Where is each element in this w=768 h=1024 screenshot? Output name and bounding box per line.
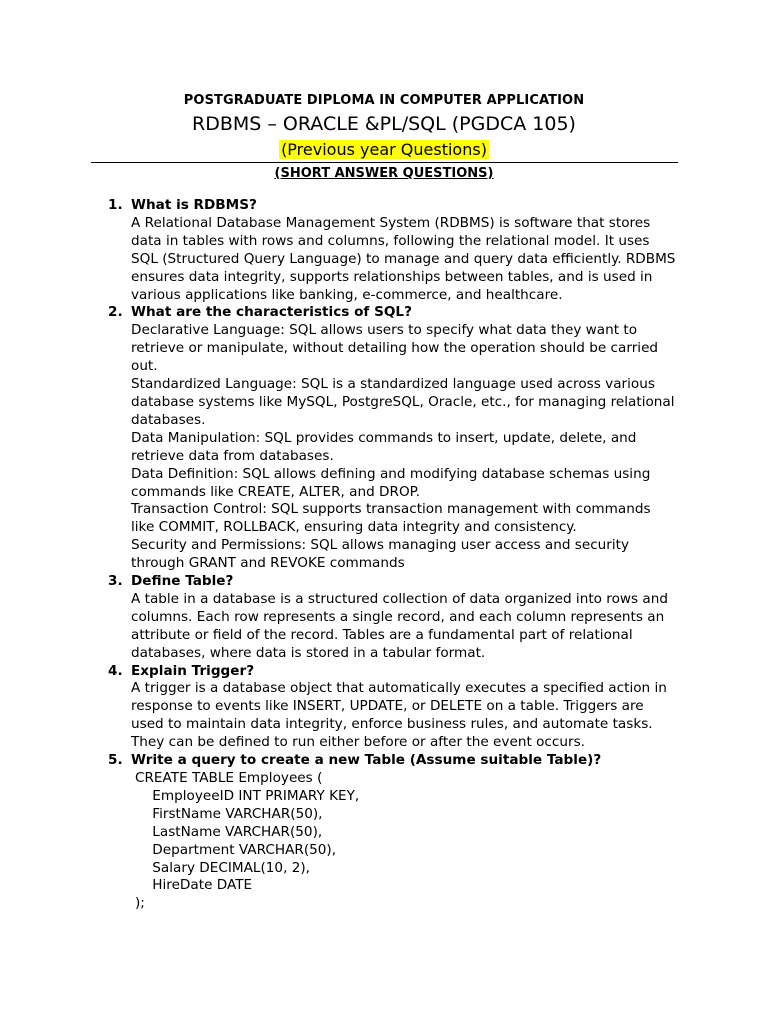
answer-text: Data Definition: SQL allows defining and modifying database schemas using commands like CREATE, ALTER, and DROP. [131, 465, 651, 500]
question-item [0, 304, 768, 573]
answer-text: Standardized Language: SQL is a standardized language used across various database systems like MySQL, PostgreSQL, Oracle, etc., for managing relational databases. [131, 376, 675, 428]
code-line: HireDate DATE [135, 877, 253, 894]
question-number: 3. [108, 573, 123, 590]
program-name: POSTGRADUATE DIPLOMA IN COMPUTER APPLICATION [183, 93, 585, 108]
highlighted-tag: (Previous year Questions) [281, 140, 487, 159]
code-line: Department VARCHAR(50), [135, 841, 337, 858]
document-header [0, 92, 768, 162]
answer-text: A Relational Database Management System (RDBMS) is software that stores data in tables with rows and columns, following the relational model. It uses SQL (Structured Query Language) to manage and query data efficiently. RDBMS ensures data integrity, supports relationships between tables, and is used in various applications like banking, e-commerce, and healthcare. [131, 214, 676, 303]
question-number: 5. [108, 752, 123, 769]
answer-text: Data Manipulation: SQL provides commands to insert, update, delete, and retrieve data from databases. [131, 429, 637, 464]
code-line: LastName VARCHAR(50), [135, 823, 323, 840]
section-heading: (SHORT ANSWER QUESTIONS) [274, 166, 494, 181]
sql-code-block [131, 770, 678, 913]
header-divider [91, 162, 678, 163]
question-item [0, 752, 768, 913]
code-line: EmployeeID INT PRIMARY KEY, [135, 787, 360, 804]
question-text: Write a query to create a new Table (Assume suitable Table)? [131, 752, 602, 769]
answer-text: Transaction Control: SQL supports transaction management with commands like COMMIT, ROLLBACK, ensuring data integrity and consistency. [131, 501, 651, 536]
code-line: FirstName VARCHAR(50), [135, 805, 323, 822]
question-text: What is RDBMS? [131, 197, 257, 213]
question-text: Define Table? [131, 573, 234, 590]
answer-text: A trigger is a database object that automatically executes a specified action in response to events like INSERT, UPDATE, or DELETE on a table. Triggers are used to maintain data integrity, enforce business rules, and automate tasks. They can be defined to run either before or after the event occurs. [131, 680, 667, 751]
code-line: CREATE TABLE Employees ( [135, 770, 323, 786]
code-line: Salary DECIMAL(10, 2), [135, 859, 310, 876]
question-list [0, 197, 768, 913]
question-number: 4. [108, 662, 123, 679]
question-item [0, 573, 768, 663]
question-item [0, 663, 768, 753]
answer-text: Security and Permissions: SQL allows managing user access and security through GRANT and REVOKE commands [131, 537, 630, 572]
question-number: 2. [108, 304, 123, 321]
question-text: What are the characteristics of SQL? [131, 304, 412, 321]
answer-text: A table in a database is a structured collection of data organized into rows and columns. Each row represents a single record, and each column represents an attribute or field of the record. Tables are a fundamental part of relational databases, where data is stored in a tabular format. [131, 590, 668, 661]
code-line: ); [135, 895, 145, 912]
answer-text: Declarative Language: SQL allows users to specify what data they want to retrieve or manipulate, without detailing how the operation should be carried out. [131, 322, 659, 375]
question-item [0, 197, 768, 304]
question-text: Explain Trigger? [131, 662, 255, 679]
course-title: RDBMS – ORACLE &PL/SQL (PGDCA 105) [192, 113, 576, 135]
question-number: 1. [108, 197, 123, 213]
